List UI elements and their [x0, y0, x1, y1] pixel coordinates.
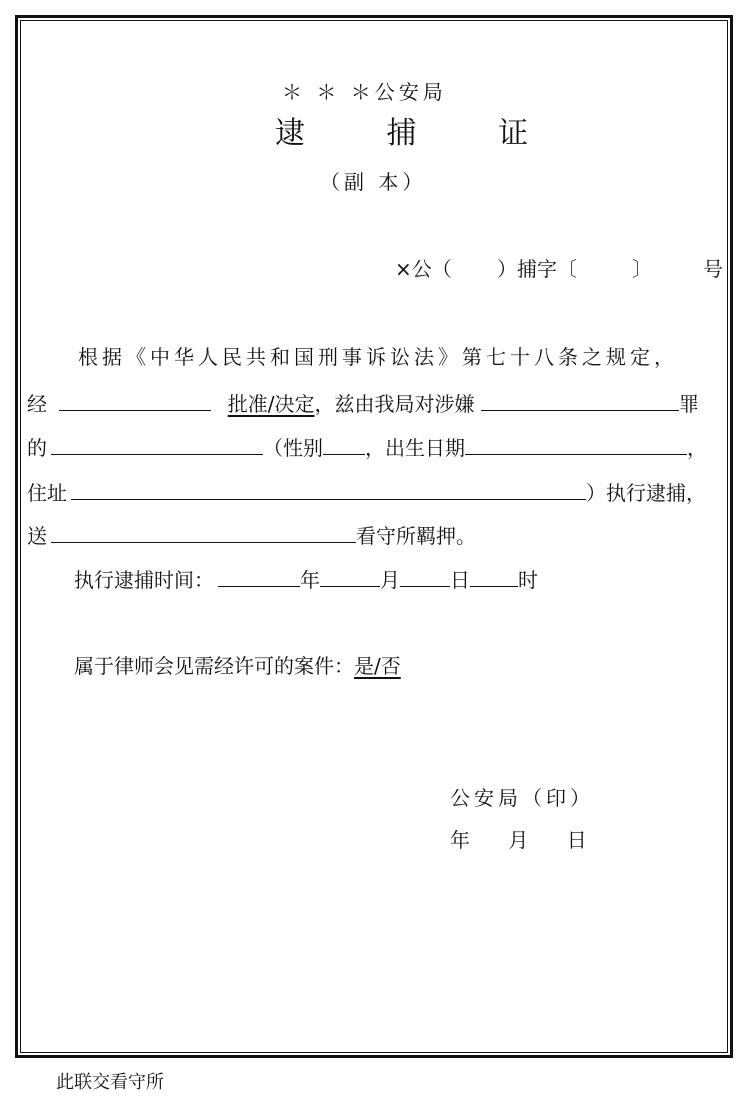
gender-label: （性别 — [263, 436, 323, 460]
detention-center-blank[interactable] — [51, 522, 356, 543]
address-label: 住址 — [27, 481, 67, 505]
hour-label: 时 — [518, 568, 538, 592]
birth-date-blank[interactable] — [465, 434, 687, 455]
lawyer-label: 属于律师会见需经许可的案件： — [74, 654, 354, 678]
hour-blank[interactable] — [470, 566, 518, 587]
suspect-name-blank[interactable] — [51, 434, 263, 455]
line5-prefix: 送 — [27, 524, 47, 548]
month-blank[interactable] — [320, 566, 380, 587]
line3-end: ， — [687, 436, 707, 460]
birth-date-label: ，出生日期 — [365, 436, 465, 460]
approver-blank[interactable] — [59, 390, 211, 411]
line3-prefix: 的 — [27, 436, 47, 460]
body-line-2 — [27, 390, 699, 416]
doc-number-suffix: 〕 — [632, 257, 652, 281]
line4-end: ）执行逮捕， — [586, 481, 706, 505]
body-line-3 — [27, 434, 707, 460]
approval-choice: 批准/决定 — [227, 392, 315, 416]
day-blank[interactable] — [400, 566, 450, 587]
crime-blank[interactable] — [481, 390, 679, 411]
doc-number-middle: ）捕字〔 — [497, 257, 577, 281]
year-label: 年 — [300, 568, 320, 592]
line5-end: 看守所羁押。 — [356, 524, 476, 548]
body-line-4 — [27, 479, 706, 505]
body-line-1: 根据《中华人民共和国刑事诉讼法》第七十八条之规定， — [78, 345, 678, 369]
bureau-seal: 公安局（印） — [450, 786, 594, 810]
arrest-time-line — [74, 566, 538, 592]
line2-prefix: 经 — [27, 392, 47, 416]
body-line-5 — [27, 522, 476, 548]
line2-end: 罪 — [678, 392, 699, 416]
gender-blank[interactable] — [323, 434, 365, 455]
doc-number-prefix: ×公（ — [395, 257, 452, 281]
agency-name: ＊ ＊ ＊公安局 — [282, 80, 447, 104]
line2-text: ，兹由我局对涉嫌 — [314, 392, 475, 416]
address-blank[interactable] — [71, 479, 586, 500]
footer-note: 此联交看守所 — [56, 1072, 164, 1093]
lawyer-choice: 是/否 — [354, 654, 401, 678]
doc-number-hao: 号 — [703, 257, 723, 281]
document-subtitle: （副 本） — [320, 170, 427, 194]
lawyer-line — [74, 654, 401, 678]
month-label: 月 — [380, 568, 400, 592]
document-title: 逮 捕 证 — [275, 116, 565, 151]
day-label: 日 — [450, 568, 470, 592]
year-blank[interactable] — [218, 566, 300, 587]
signature-date: 年 月 日 — [450, 828, 591, 852]
arrest-time-label: 执行逮捕时间： — [74, 568, 214, 592]
